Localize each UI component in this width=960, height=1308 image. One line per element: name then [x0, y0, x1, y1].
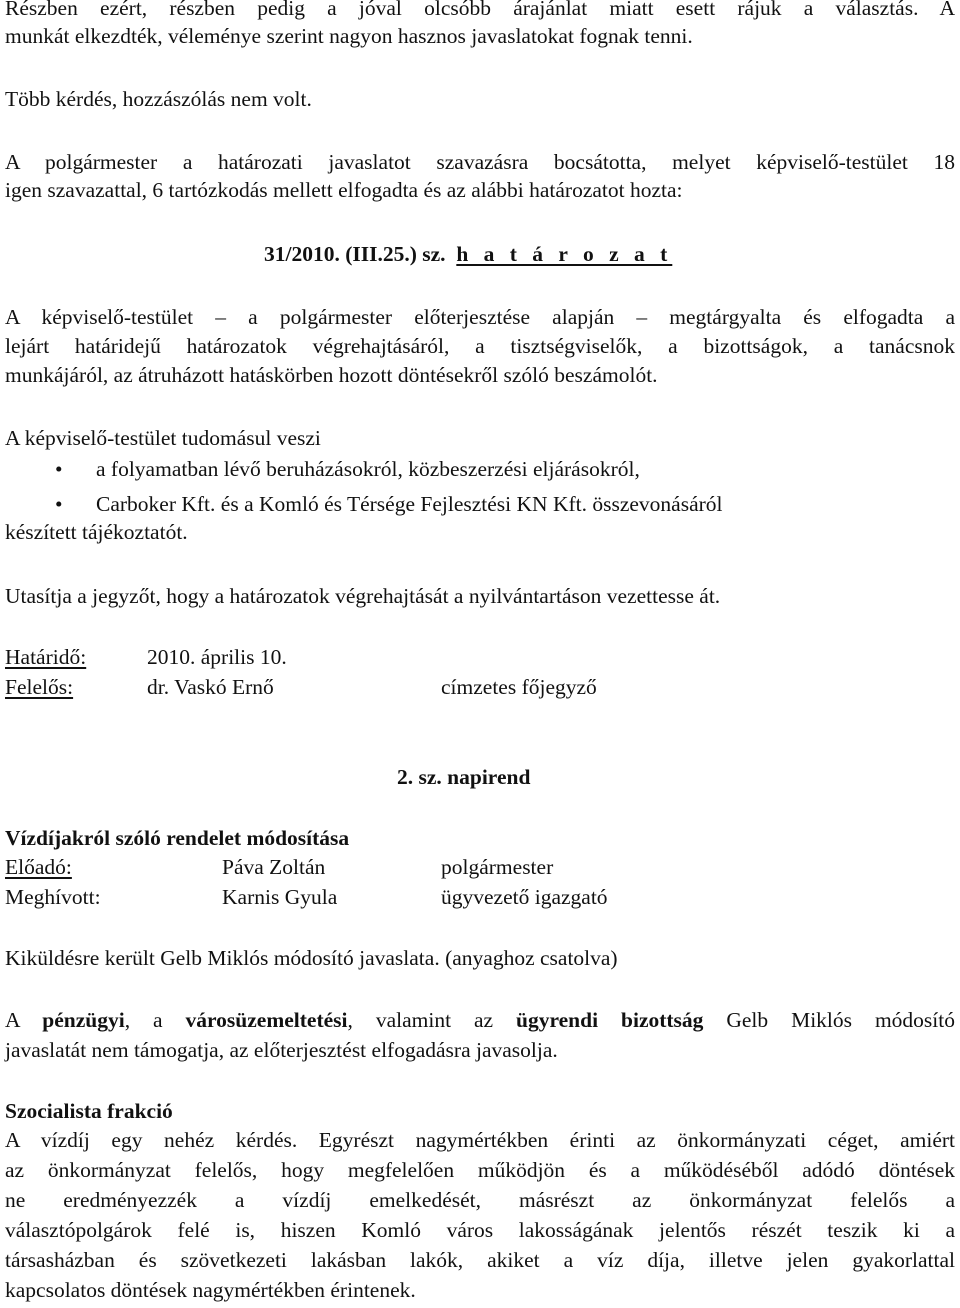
paragraph-line: javaslatát nem támogatja, az előterjesztést elfogadásra javasolja.: [5, 1038, 558, 1062]
bullet-icon: •: [55, 457, 63, 481]
paragraph-line: választópolgárok felé is, hiszen Komló város lakosságának jelentős részét teszik ki a: [5, 1218, 955, 1242]
paragraph: Több kérdés, hozzászólás nem volt.: [5, 87, 312, 111]
deadline-row: [5, 643, 287, 671]
list-item: Carboker Kft. és a Komló és Térsége Fejlesztési KN Kft. összevonásáról: [96, 492, 723, 516]
presenter-role: polgármester: [441, 855, 554, 879]
deadline-value: 2010. április 10.: [147, 645, 287, 669]
responsible-label: Felelős:: [5, 675, 74, 699]
paragraph-line: az önkormányzat felelős, hogy megfelelően működjön és a működéséből adódó döntések: [5, 1158, 955, 1182]
agenda-title: Vízdíjakról szóló rendelet módosítása: [5, 826, 350, 850]
resolution-number: 31/2010. (III.25.) sz.: [264, 242, 446, 266]
resolution-heading: [264, 240, 672, 268]
invited-role: ügyvezető igazgató: [441, 885, 608, 909]
presenter-label: Előadó:: [5, 855, 72, 879]
faction-heading: Szocialista frakció: [5, 1099, 173, 1123]
paragraph-line: igen szavazattal, 6 tartózkodás mellett elfogadta és az alábbi határozatot hozta:: [5, 178, 683, 202]
presenter-name: Páva Zoltán: [222, 855, 326, 879]
paragraph-line: munkát elkezdték, véleménye szerint nagyon hasznos javaslatokat fognak tenni.: [5, 24, 693, 48]
resolution-word: h a t á r o z a t: [456, 242, 673, 266]
paragraph-line: kapcsolatos döntések nagymértékben érintenek.: [5, 1278, 416, 1302]
responsible-name: dr. Vaskó Ernő: [147, 675, 274, 699]
paragraph: Kiküldésre került Gelb Miklós módosító javaslata. (anyaghoz csatolva): [5, 946, 618, 970]
paragraph: Utasítja a jegyzőt, hogy a határozatok végrehajtását a nyilvántartáson vezettesse át.: [5, 584, 721, 608]
committee-line: A pénzügyi, a városüzemeltetési, valamint az ügyrendi bizottság Gelb Miklós módosító: [5, 1008, 955, 1032]
deadline-label: Határidő:: [5, 645, 87, 669]
paragraph: A képviselő-testület tudomásul veszi: [5, 426, 321, 450]
paragraph-line: társasházban és szövetkezeti lakásban lakók, akiket a víz díja, illetve jelen gyakorlattal: [5, 1248, 955, 1272]
agenda-number: 2. sz. napirend: [397, 765, 531, 789]
paragraph-line: A képviselő-testület – a polgármester előterjesztése alapján – megtárgyalta és elfogadta a: [5, 305, 955, 329]
bullet-icon: •: [55, 492, 63, 516]
paragraph-line: Részben ezért, részben pedig a jóval olcsóbb árajánlat miatt esett rájuk a választás. A: [5, 0, 955, 20]
invited-label: Meghívott:: [5, 885, 101, 909]
paragraph-line: munkájáról, az átruházott hatáskörben hozott döntésekről szóló beszámolót.: [5, 363, 658, 387]
invited-name: Karnis Gyula: [222, 885, 338, 909]
paragraph-line: A polgármester a határozati javaslatot szavazásra bocsátotta, melyet képviselő-testület 18: [5, 150, 955, 174]
paragraph-line: készített tájékoztatót.: [5, 520, 188, 544]
paragraph-line: ne eredményezzék a vízdíj emelkedését, másrészt az önkormányzat felelős a: [5, 1188, 955, 1212]
paragraph-line: A vízdíj egy nehéz kérdés. Egyrészt nagymértékben érinti az önkormányzati céget, amiért: [5, 1128, 955, 1152]
responsible-title: címzetes főjegyző: [441, 675, 597, 699]
list-item: a folyamatban lévő beruházásokról, közbeszerzési eljárásokról,: [96, 457, 640, 481]
paragraph-line: lejárt határidejű határozatok végrehajtásáról, a tisztségviselők, a bizottságok, a tanácsnok: [5, 334, 955, 358]
